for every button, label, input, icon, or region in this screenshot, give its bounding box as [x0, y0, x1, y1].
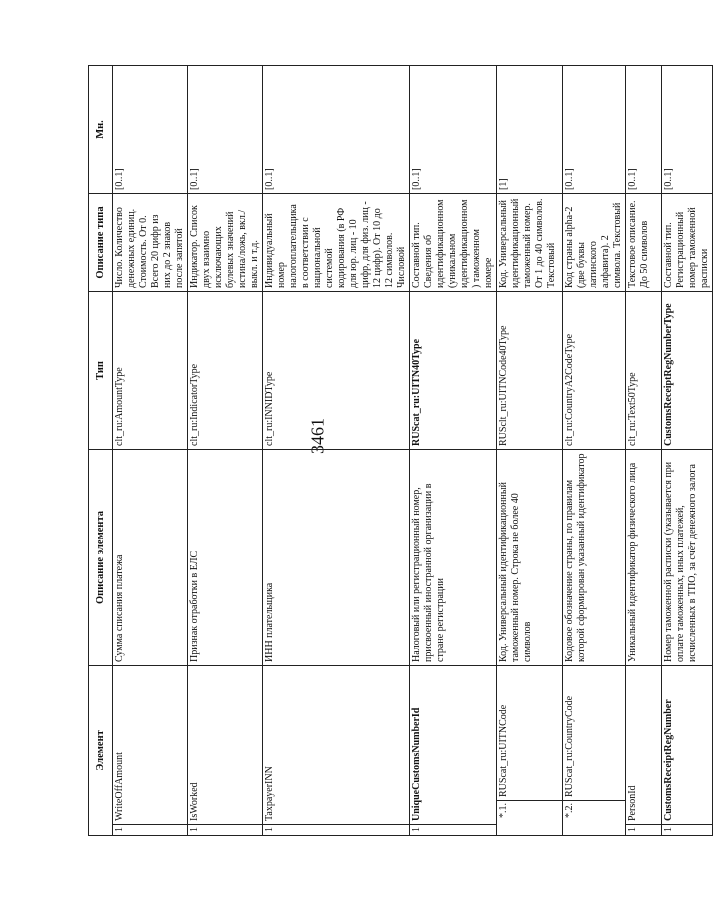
cell-element-description: Номер таможенной расписки (указывается при оплате таможенных, иных платежей, исчисленных в ТПО, за счёт денежного залога — [662, 450, 713, 666]
table-header-row — [89, 66, 113, 836]
table-row — [410, 66, 497, 836]
header-element: Элемент — [89, 666, 113, 836]
cell-multiplicity: [0..1] — [410, 66, 497, 194]
cell-element — [263, 666, 410, 836]
table-body — [113, 66, 713, 836]
cell-multiplicity: [0..1] — [563, 66, 626, 194]
cell-type: clt_ru:INNIDType — [263, 292, 410, 450]
element-table — [88, 65, 713, 836]
cell-type-description: Текстовое описание. До 50 символов — [626, 194, 662, 292]
cell-type-description: Индикатор. Список двух взаимно исключающих булевых значений истина/ложь, вкл./выкл. и т.д. — [188, 194, 263, 292]
cell-element-description: Уникальный идентификатор физического лица — [626, 450, 662, 666]
cell-element-name: RUScat_ru:UITNCode — [498, 704, 509, 797]
cell-element-description: Кодовое обозначение страны, по правилам которой сформирован указанный идентификатор — [563, 450, 626, 666]
cell-type-description: Код страны alpha-2 (две буквы латинского алфавита). 2 символа. Текстовый — [563, 194, 626, 292]
table-row — [563, 66, 626, 836]
table-row — [113, 66, 188, 836]
cell-element-name: PersonId — [627, 785, 638, 821]
cell-element-multiplicity: *.1. — [497, 800, 562, 821]
cell-element-name: CustomsReceiptRegNumber — [663, 699, 674, 821]
cell-element-name: RUScat_ru:CountryCode — [564, 695, 575, 797]
cell-multiplicity: [0..1] — [188, 66, 263, 194]
cell-type: RUSclt_ru:UITNCode40Type — [497, 292, 563, 450]
cell-type: clt_ru:AmountType — [113, 292, 188, 450]
header-type: Тип — [89, 292, 113, 450]
cell-element-multiplicity: 1 — [188, 824, 262, 835]
cell-type-description: Составной тип. Сведения об идентификационном (уникальном идентификационном) таможенном номере — [410, 194, 497, 292]
cell-element-name: IsWorked — [189, 782, 200, 821]
cell-multiplicity: [0..1] — [263, 66, 410, 194]
cell-multiplicity: [1] — [497, 66, 563, 194]
cell-element-description: Сумма списания платежа — [113, 450, 188, 666]
cell-element-multiplicity: 1 — [113, 824, 187, 835]
table-row — [188, 66, 263, 836]
cell-multiplicity: [0..1] — [662, 66, 713, 194]
cell-element-description: Налоговый или регистрационный номер, присвоенный иностранной организации в стране регистрации — [410, 450, 497, 666]
cell-type: clt_ru:IndicatorType — [188, 292, 263, 450]
rotated-table-wrapper — [88, 66, 710, 836]
cell-element-multiplicity: 1 — [263, 824, 409, 835]
cell-type-description: Составной тип. Регистрационный номер таможенной расписки — [662, 194, 713, 292]
cell-element — [188, 666, 263, 836]
cell-element-multiplicity: *.2. — [563, 800, 625, 821]
page-number: 3461 — [307, 418, 328, 454]
cell-element-multiplicity: 1 — [410, 824, 496, 835]
header-multiplicity: Мн. — [89, 66, 113, 194]
cell-type: clt_ru:CountryA2CodeType — [563, 292, 626, 450]
cell-element-description: Признак отработки в ЕЛС — [188, 450, 263, 666]
cell-element — [113, 666, 188, 836]
cell-element — [410, 666, 497, 836]
header-element-description: Описание элемента — [89, 450, 113, 666]
cell-type: clt_ru:Text50Type — [626, 292, 662, 450]
table-row — [662, 66, 713, 836]
cell-element — [497, 666, 563, 836]
header-type-description: Описание типа — [89, 194, 113, 292]
cell-type: RUScat_ru:UITN40Type — [410, 292, 497, 450]
cell-element — [662, 666, 713, 836]
cell-type-description: Число. Количество денежных единиц. Стоимость. От 0. Всего 20 цифр из них до 2 знаков после запятой — [113, 194, 188, 292]
cell-multiplicity: [0..1] — [626, 66, 662, 194]
cell-type-description: Индивидуальный номер налогоплательщика в соответствии с национальной системой кодирования (в РФ для юр. лиц - 10 цифр, для физ. лиц - 12 цифр). От 10 до 12 символов. Числовой — [263, 194, 410, 292]
cell-type-description: Код. Универсальный идентификационный таможенный номер. От 1 до 40 символов. Текстовый — [497, 194, 563, 292]
table-row — [626, 66, 662, 836]
cell-element — [563, 666, 626, 836]
cell-element-name: TaxpayerINN — [264, 766, 275, 821]
cell-element — [626, 666, 662, 836]
cell-element-multiplicity: 1 — [626, 824, 661, 835]
cell-element-description: Код. Универсальный идентификационный таможенный номер. Строка не более 40 символов — [497, 450, 563, 666]
cell-type: CustomsReceiptRegNumberType — [662, 292, 713, 450]
table-row — [497, 66, 563, 836]
table-row — [263, 66, 410, 836]
cell-element-multiplicity: 1 — [662, 824, 712, 835]
cell-element-name: UniqueCustomsNumberId — [411, 707, 422, 821]
cell-multiplicity: [0..1] — [113, 66, 188, 194]
cell-element-name: WriteOffAmount — [114, 752, 125, 821]
cell-element-description: ИНН плательщика — [263, 450, 410, 666]
